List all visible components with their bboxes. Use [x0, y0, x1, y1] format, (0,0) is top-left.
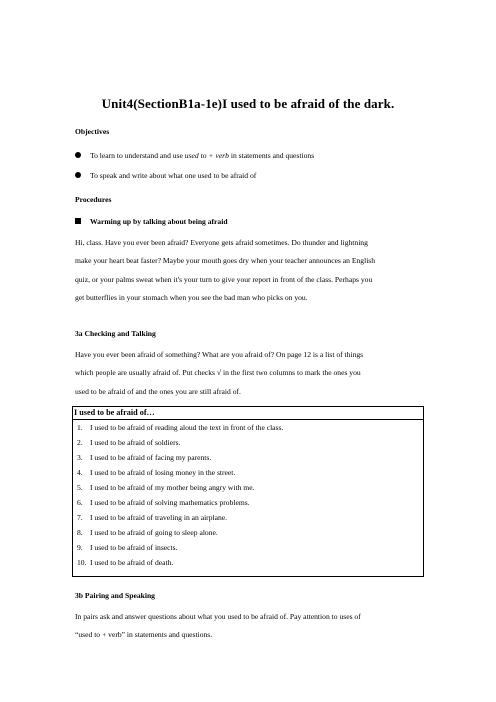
- section-3a-paragraph: [75, 346, 421, 401]
- row-number: 6.: [77, 498, 83, 507]
- row-number: 2.: [77, 438, 83, 447]
- table-header: I used to be afraid of…: [73, 407, 423, 420]
- bullet-dot-icon: [75, 172, 81, 178]
- objective-1-text: To learn to understand and use: [90, 151, 185, 160]
- row-number: 8.: [77, 528, 83, 537]
- row-text: I used to be afraid of losing money in the street.: [90, 468, 236, 477]
- row-text: I used to be afraid of soldiers.: [90, 438, 181, 447]
- row-number: 5.: [77, 483, 83, 492]
- paragraph-line: quiz, or your palms sweat when it's your turn to give your report in front of the class. Perhaps you: [75, 274, 373, 284]
- row-text: I used to be afraid of my mother being angry with me.: [90, 483, 255, 492]
- row-text: I used to be afraid of solving mathematics problems.: [90, 498, 250, 507]
- procedure-step-1-text: Warming up by talking about being afraid: [90, 217, 228, 226]
- paragraph-line: used to be afraid of and the ones you are still afraid of.: [75, 386, 241, 396]
- objective-item-1: [75, 151, 314, 160]
- objective-2-text: To speak and write about what one used to be afraid of: [90, 171, 257, 180]
- paragraph-line: get butterflies in your stomach when you see the bad man who picks on you.: [75, 293, 308, 303]
- row-text: I used to be afraid of insects.: [90, 543, 178, 552]
- procedures-heading: Procedures: [75, 195, 112, 204]
- procedure-step-1: [75, 217, 228, 226]
- row-text: I used to be afraid of traveling in an airplane.: [90, 513, 228, 522]
- paragraph-line: which people are usually afraid of. Put checks √ in the first two columns to mark the ones you: [75, 368, 361, 378]
- paragraph-line: make your heart beat faster? Maybe your mouth goes dry when your teacher announces an English: [75, 256, 376, 266]
- warmup-paragraph: [75, 234, 421, 308]
- objectives-heading: Objectives: [75, 127, 110, 136]
- section-3a-heading: 3a Checking and Talking: [75, 329, 156, 338]
- section-3b-heading: 3b Pairing and Speaking: [75, 591, 155, 600]
- paragraph-line: “used to + verb” in statements and questions.: [75, 630, 213, 640]
- paragraph-line: Have you ever been afraid of something? What are you afraid of? On page 12 is a list of things: [75, 350, 364, 359]
- row-text: I used to be afraid of death.: [90, 558, 174, 567]
- section-3b-paragraph: [75, 608, 421, 645]
- row-text: I used to be afraid of facing my parents.: [90, 453, 212, 462]
- row-number: 7.: [77, 513, 83, 522]
- objective-1-italic: used to + verb: [184, 151, 229, 160]
- paragraph-line: In pairs ask and answer questions about what you used to be afraid of. Pay attention to uses of: [75, 612, 361, 621]
- row-number: 4.: [77, 468, 83, 477]
- row-number: 10.: [77, 558, 87, 567]
- afraid-list-table: [72, 406, 424, 577]
- paragraph-line: Hi, class. Have you ever been afraid? Everyone gets afraid sometimes. Do thunder and lightning: [75, 238, 368, 247]
- row-number: 9.: [77, 543, 83, 552]
- objective-item-2: [75, 171, 256, 180]
- square-bullet-icon: [75, 218, 81, 224]
- bullet-dot-icon: [75, 152, 81, 158]
- row-number: 1.: [77, 423, 83, 432]
- row-text: I used to be afraid of going to sleep alone.: [90, 528, 218, 537]
- page-title: Unit4(SectionB1a-1e)I used to be afraid of the dark.: [101, 96, 395, 111]
- objective-1-after: in statements and questions: [228, 151, 315, 160]
- row-number: 3.: [77, 453, 83, 462]
- row-text: I used to be afraid of reading aloud the text in front of the class.: [90, 423, 284, 432]
